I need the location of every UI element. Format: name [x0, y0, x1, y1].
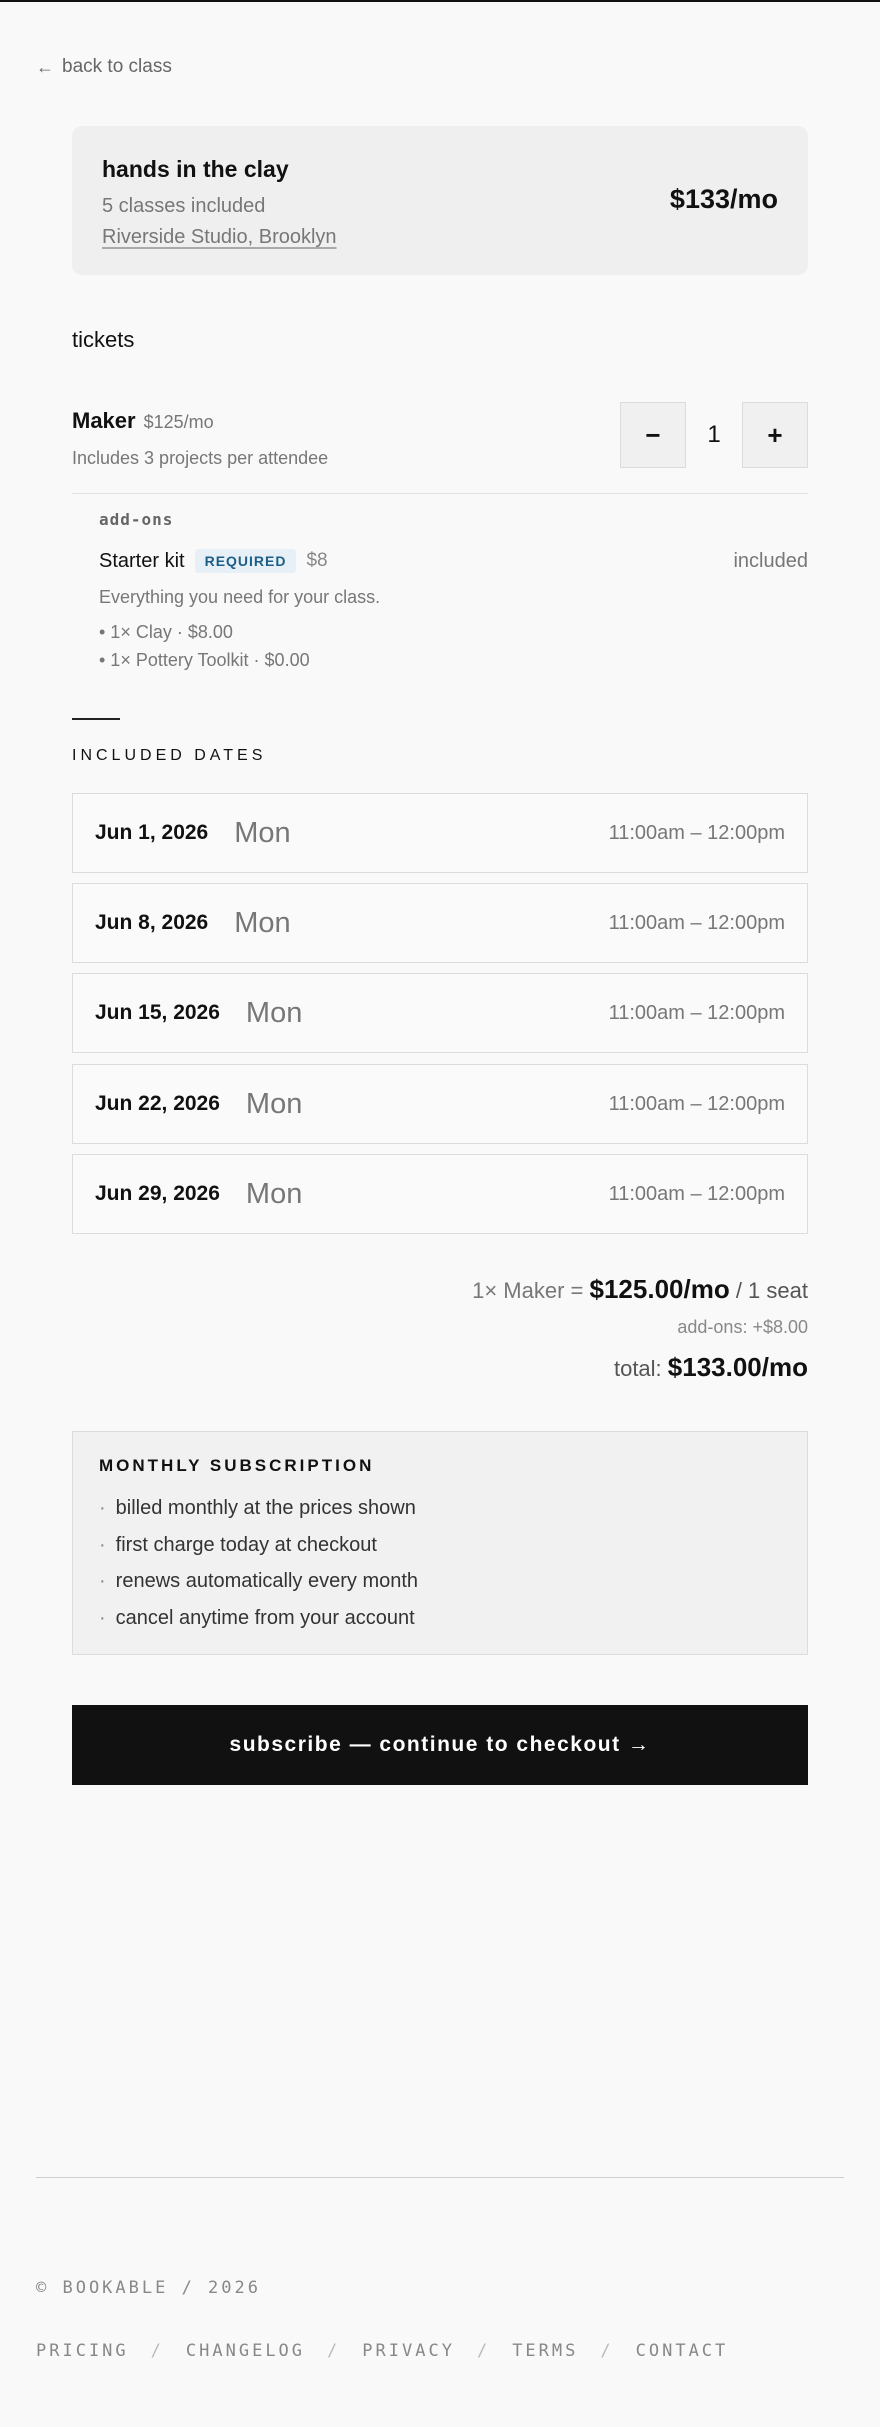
list-item: • 1× Clay · $8.00: [99, 622, 233, 642]
class-price: $133/mo: [669, 184, 778, 214]
required-badge: REQUIRED: [195, 549, 297, 573]
addon-description: Everything you need for your class.: [99, 587, 381, 607]
footer-divider: [36, 2177, 844, 2178]
footer-link-contact[interactable]: CONTACT: [635, 2341, 729, 2361]
date-row: [72, 1154, 808, 1234]
footer-separator: /: [327, 2341, 341, 2361]
class-summary-card: [72, 126, 808, 275]
addons-label: add-ons: [99, 510, 174, 529]
subtotal-amount: $125.00/mo: [589, 1274, 730, 1304]
footer-link-changelog[interactable]: CHANGELOG: [185, 2341, 306, 2361]
list-item: • 1× Pottery Toolkit · $0.00: [99, 650, 310, 670]
footer-link-privacy[interactable]: PRIVACY: [362, 2341, 455, 2361]
ticket-row-maker: [72, 402, 808, 494]
time-range: 11:00am – 12:00pm: [608, 911, 785, 934]
subscription-info-box: [72, 1431, 808, 1655]
addon-status: included: [733, 549, 808, 572]
footer-links: [36, 2341, 728, 2361]
date-row: [72, 1064, 808, 1144]
list-item: [99, 1527, 781, 1564]
addon-price: $8: [306, 550, 328, 571]
date-value: Jun 8, 2026: [95, 911, 209, 934]
ticket-price: $125/mo: [143, 412, 214, 432]
day-of-week: Mon: [245, 1177, 303, 1210]
time-range: 11:00am – 12:00pm: [608, 1001, 785, 1024]
tickets-heading: tickets: [72, 327, 135, 352]
subscription-points: [99, 1490, 781, 1636]
location-link[interactable]: Riverside Studio, Brooklyn: [102, 226, 337, 248]
list-item: [99, 1563, 781, 1600]
back-label: back to class: [62, 56, 172, 77]
footer-separator: /: [476, 2341, 491, 2361]
section-divider: [72, 718, 120, 720]
date-row: [72, 973, 808, 1053]
total-label: total:: [613, 1356, 668, 1381]
point-text: first charge today at checkout: [115, 1533, 377, 1556]
day-of-week: Mon: [234, 816, 291, 849]
ticket-name: Maker: [72, 408, 136, 433]
class-title: hands in the clay: [102, 156, 289, 182]
footer-copyright: © BOOKABLE / 2026: [36, 2278, 261, 2298]
addons-section: [99, 510, 808, 674]
footer-link-terms[interactable]: TERMS: [512, 2341, 579, 2361]
back-to-class-link[interactable]: [36, 56, 172, 78]
day-of-week: Mon: [245, 1087, 303, 1120]
footer-separator: /: [600, 2341, 614, 2361]
decrease-quantity-button[interactable]: −: [620, 402, 686, 468]
bullet-icon: ·: [99, 1497, 106, 1519]
date-row: [72, 883, 808, 963]
addon-starter-kit: [99, 545, 808, 577]
time-range: 11:00am – 12:00pm: [608, 1182, 785, 1205]
classes-included: 5 classes included: [102, 195, 266, 217]
bullet-icon: ·: [99, 1533, 106, 1556]
arrow-left-icon: ←: [36, 56, 54, 77]
addon-items-list: [99, 618, 808, 674]
time-range: 11:00am – 12:00pm: [608, 1092, 785, 1115]
point-text: billed monthly at the prices shown: [115, 1497, 416, 1519]
date-row: [72, 793, 808, 873]
subscribe-checkout-button[interactable]: subscribe — continue to checkout →: [72, 1705, 808, 1785]
time-range: 11:00am – 12:00pm: [608, 821, 785, 844]
date-value: Jun 15, 2026: [95, 1001, 220, 1024]
total-line: [72, 1352, 808, 1383]
date-value: Jun 1, 2026: [95, 821, 209, 844]
point-text: cancel anytime from your account: [115, 1606, 415, 1629]
list-item: [99, 1490, 781, 1527]
day-of-week: Mon: [234, 906, 291, 939]
total-amount: $133.00/mo: [667, 1352, 808, 1382]
quantity-value: 1: [707, 421, 721, 448]
list-item: [99, 1600, 781, 1637]
addons-subtotal: add-ons: +$8.00: [677, 1317, 808, 1337]
footer-link-pricing[interactable]: PRICING: [36, 2341, 129, 2361]
date-value: Jun 22, 2026: [95, 1092, 220, 1115]
bullet-icon: ·: [99, 1570, 106, 1592]
day-of-week: Mon: [245, 996, 303, 1029]
seat-count: / 1 seat: [729, 1278, 808, 1303]
top-border: [0, 0, 880, 2]
quantity-stepper: [620, 402, 808, 468]
subscription-heading: MONTHLY SUBSCRIPTION: [99, 1456, 375, 1475]
footer-separator: /: [150, 2341, 164, 2361]
price-summary: [72, 1274, 808, 1383]
ticket-description: Includes 3 projects per attendee: [72, 448, 329, 468]
point-text: renews automatically every month: [115, 1570, 419, 1592]
bullet-icon: ·: [99, 1606, 106, 1629]
addon-name: Starter kit: [99, 549, 185, 572]
date-value: Jun 29, 2026: [95, 1182, 220, 1205]
subtotal-label: 1× Maker =: [472, 1278, 590, 1303]
included-dates-heading: INCLUDED DATES: [72, 747, 267, 764]
ticket-subtotal: [72, 1274, 808, 1305]
increase-quantity-button[interactable]: +: [742, 402, 808, 468]
